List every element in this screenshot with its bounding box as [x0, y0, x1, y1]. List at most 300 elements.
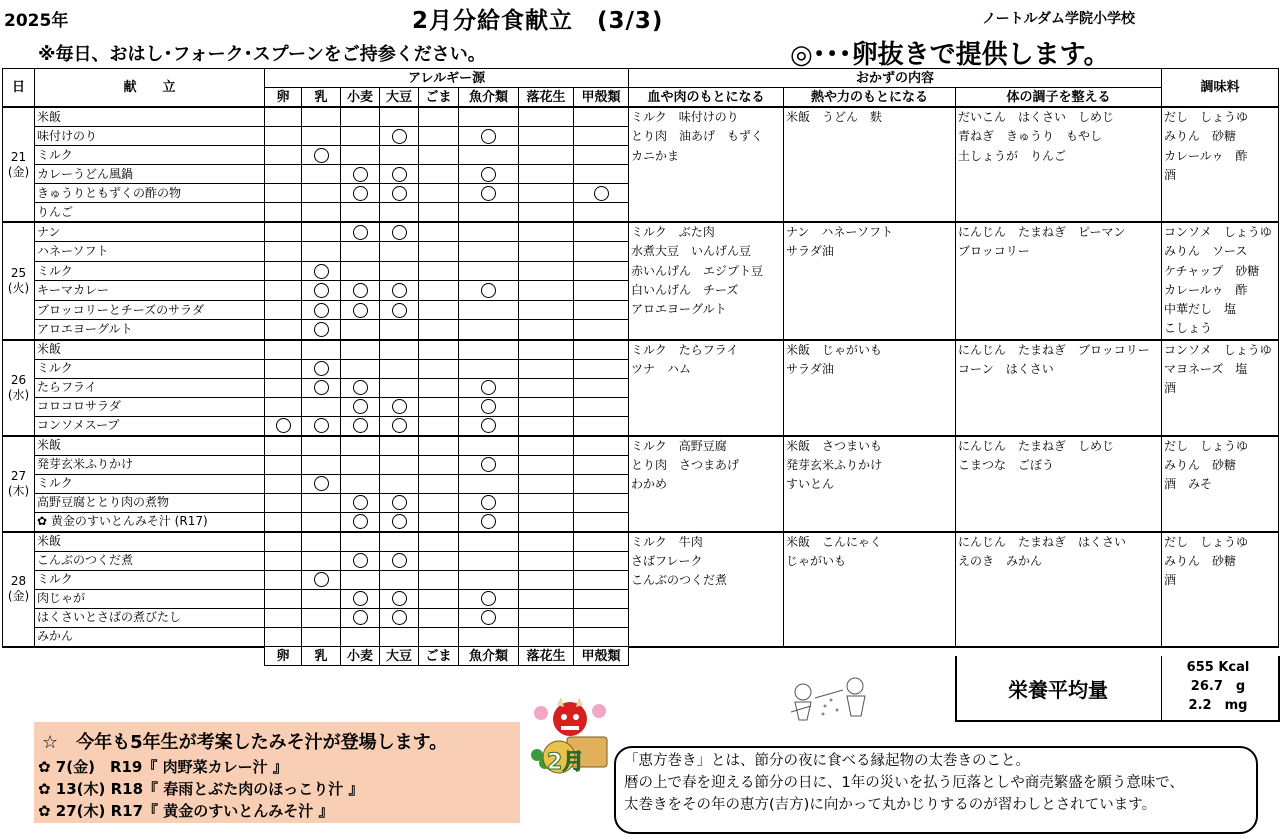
dish-name: はくさいとさばの煮びたし [35, 608, 265, 627]
allergen-cell [574, 551, 629, 570]
allergen-cell [519, 570, 574, 589]
allergen-footer: 甲殻類 [574, 647, 629, 666]
seasoning-ingredients: だし しょうゆ みりん 砂糖 酒 みそ [1162, 436, 1279, 532]
allergen-cell [574, 474, 629, 493]
allergen-cell [341, 397, 380, 416]
allergen-cell [519, 107, 574, 127]
allergen-mark-icon [353, 225, 368, 240]
red-ingredients: ミルク ぶた肉 水煮大豆 いんげん豆 赤いんげん エジプト豆 白いんげん チーズ アロエヨーグルト [629, 222, 784, 340]
allergen-cell [419, 242, 459, 261]
allergen-cell [419, 416, 459, 436]
allergen-cell [265, 127, 302, 146]
allergen-cell [380, 378, 419, 397]
allergen-cell [574, 320, 629, 340]
allergen-cell [302, 436, 341, 456]
seasoning-ingredients: コンソメ しょうゆ みりん ソース ケチャップ 砂糖 カレールゥ 酢 中華だし 塩 こしょう [1162, 222, 1279, 340]
allergen-mark-icon [392, 129, 407, 144]
allergen-mark-icon [481, 167, 496, 182]
allergen-mark-icon [392, 186, 407, 201]
allergen-cell [574, 340, 629, 360]
allergen-cell [265, 551, 302, 570]
dish-name: 米飯 [35, 340, 265, 360]
miso-note-heading: ☆ 今年も5年生が考案したみそ汁が登場します。 [42, 732, 448, 753]
dish-name: ミルク [35, 359, 265, 378]
allergen-cell [265, 474, 302, 493]
allergen-cell [519, 436, 574, 456]
allergen-mark-icon [481, 495, 496, 510]
allergen-cell [459, 551, 519, 570]
header-menu: 献 立 [35, 69, 265, 108]
allergen-cell [419, 436, 459, 456]
allergen-mark-icon [276, 418, 291, 433]
allergen-cell [380, 127, 419, 146]
dish-name: 肉じゃが [35, 589, 265, 608]
allergen-cell [380, 551, 419, 570]
allergen-cell [341, 378, 380, 397]
allergen-mark-icon [481, 591, 496, 606]
allergen-cell [302, 455, 341, 474]
allergen-cell [302, 281, 341, 300]
allergen-mark-icon [481, 457, 496, 472]
green-ingredients: だいこん はくさい しめじ 青ねぎ きゅうり もやし 土しょうが りんご [956, 107, 1162, 222]
allergen-cell [519, 222, 574, 242]
allergen-cell [265, 608, 302, 627]
allergen-mark-icon [392, 283, 407, 298]
allergen-cell [459, 300, 519, 319]
green-ingredients: にんじん たまねぎ はくさい えのき みかん [956, 532, 1162, 647]
allergen-cell [265, 570, 302, 589]
allergen-cell [419, 532, 459, 552]
allergen-cell [265, 222, 302, 242]
allergen-mark-icon [481, 399, 496, 414]
allergen-mark-icon [314, 572, 329, 587]
table-row [3, 532, 1279, 552]
allergen-cell [341, 300, 380, 319]
allergen-cell [419, 551, 459, 570]
allergen-mark-icon [353, 591, 368, 606]
allergen-footer: 小麦 [341, 647, 380, 666]
allergen-mark-icon [481, 186, 496, 201]
allergen-cell [380, 281, 419, 300]
allergen-cell [519, 146, 574, 165]
dish-name: コンソメスープ [35, 416, 265, 436]
allergen-cell [302, 627, 341, 647]
ehoumaki-note [614, 746, 1258, 834]
allergen-mark-icon [353, 186, 368, 201]
allergen-cell [265, 281, 302, 300]
nutrition-label: 栄養平均量 [955, 656, 1162, 720]
allergen-cell [302, 222, 341, 242]
allergen-cell [519, 455, 574, 474]
allergen-cell [302, 340, 341, 360]
ehoumaki-line: 太巻きをその年の恵方(吉方)に向かって丸かじりするのが習わしとされています。 [624, 797, 1157, 813]
allergen-cell [519, 184, 574, 203]
allergen-cell [380, 203, 419, 223]
allergen-cell [419, 222, 459, 242]
day-cell: 27 (木) [3, 436, 35, 532]
allergen-cell [265, 261, 302, 280]
red-ingredients: ミルク 味付けのり とり肉 油あげ もずく カニかま [629, 107, 784, 222]
allergen-cell [459, 320, 519, 340]
allergen-cell [302, 378, 341, 397]
allergen-mark-icon [392, 553, 407, 568]
allergen-cell [265, 378, 302, 397]
allergen-cell [574, 127, 629, 146]
allergen-cell [459, 627, 519, 647]
allergen-cell [341, 242, 380, 261]
allergen-cell [380, 107, 419, 127]
nutrition-values [1163, 658, 1273, 715]
allergen-cell [265, 165, 302, 184]
allergen-cell [302, 320, 341, 340]
allergen-cell [519, 627, 574, 647]
day-cell: 21 (金) [3, 107, 35, 222]
allergen-cell [519, 474, 574, 493]
dish-name: みかん [35, 627, 265, 647]
allergen-mark-icon [314, 264, 329, 279]
allergen-cell [380, 320, 419, 340]
allergen-cell [380, 242, 419, 261]
allergen-cell [459, 455, 519, 474]
table-row [3, 107, 1279, 127]
allergen-cell [519, 320, 574, 340]
allergen-cell [265, 512, 302, 532]
table-row [3, 222, 1279, 242]
allergen-cell [380, 532, 419, 552]
dish-name: カレーうどん風鍋 [35, 165, 265, 184]
red-ingredients: ミルク 高野豆腐 とり肉 さつまあげ わかめ [629, 436, 784, 532]
table-row [3, 340, 1279, 360]
allergen-cell [574, 300, 629, 319]
allergen-cell [459, 436, 519, 456]
allergen-cell [341, 359, 380, 378]
allergen-cell [341, 340, 380, 360]
allergen-cell [419, 359, 459, 378]
yellow-ingredients: 米飯 さつまいも 発芽玄米ふりかけ すいとん [784, 436, 956, 532]
allergen-cell [265, 242, 302, 261]
dish-name: こんぶのつくだ煮 [35, 551, 265, 570]
allergen-mark-icon [481, 283, 496, 298]
allergen-footer: ごま [419, 647, 459, 666]
allergen-cell [574, 416, 629, 436]
header-green: 体の調子を整える [956, 88, 1162, 108]
miso-note-item: ✿ 27(木) R17『 黄金のすいとんみそ汁 』 [38, 802, 334, 820]
allergen-cell [341, 203, 380, 223]
allergen-cell [519, 397, 574, 416]
allergen-cell [302, 300, 341, 319]
allergen-mark-icon [353, 495, 368, 510]
allergen-mark-icon [314, 476, 329, 491]
allergen-mark-icon [314, 361, 329, 376]
allergen-cell [341, 589, 380, 608]
allergen-cell [574, 107, 629, 127]
red-ingredients: ミルク たらフライ ツナ ハム [629, 340, 784, 436]
allergen-cell [419, 397, 459, 416]
allergen-cell [380, 570, 419, 589]
allergen-cell [519, 300, 574, 319]
allergen-mark-icon [481, 380, 496, 395]
allergen-cell [459, 493, 519, 512]
allergen-cell [519, 165, 574, 184]
allergen-cell [302, 203, 341, 223]
allergen-header: 落花生 [519, 88, 574, 108]
allergen-cell [265, 359, 302, 378]
allergen-cell [459, 532, 519, 552]
allergen-cell [574, 184, 629, 203]
kids-icon [785, 676, 881, 726]
table-row [3, 436, 1279, 456]
allergen-cell [459, 184, 519, 203]
allergen-mark-icon [481, 418, 496, 433]
allergen-cell [459, 474, 519, 493]
allergen-cell [265, 455, 302, 474]
allergen-cell [380, 146, 419, 165]
allergen-cell [380, 340, 419, 360]
allergen-cell [265, 436, 302, 456]
nutrition-kcal: 655 Kcal [1186, 660, 1250, 675]
allergen-cell [341, 320, 380, 340]
allergen-cell [459, 512, 519, 532]
allergen-header: 乳 [302, 88, 341, 108]
allergen-cell [419, 127, 459, 146]
allergen-cell [519, 281, 574, 300]
green-ingredients: にんじん たまねぎ ブロッコリー コーン はくさい [956, 340, 1162, 436]
allergen-cell [419, 261, 459, 280]
allergen-header: 魚介類 [459, 88, 519, 108]
month-badge: 2月 [547, 750, 585, 775]
allergen-cell [459, 165, 519, 184]
allergen-cell [574, 378, 629, 397]
nutrition-salt: 2.2 mg [1188, 698, 1248, 713]
allergen-cell [265, 300, 302, 319]
allergen-cell [519, 378, 574, 397]
allergen-mark-icon [392, 303, 407, 318]
allergen-cell [419, 320, 459, 340]
yellow-ingredients: 米飯 じゃがいも サラダ油 [784, 340, 956, 436]
allergen-cell [265, 320, 302, 340]
seasoning-ingredients: だし しょうゆ みりん 砂糖 酒 [1162, 532, 1279, 647]
allergen-cell [419, 512, 459, 532]
allergen-footer: 魚介類 [459, 647, 519, 666]
allergen-mark-icon [392, 514, 407, 529]
allergen-mark-icon [314, 303, 329, 318]
allergen-cell [419, 474, 459, 493]
allergen-cell [380, 416, 419, 436]
allergen-mark-icon [314, 283, 329, 298]
allergen-mark-icon [392, 167, 407, 182]
allergen-cell [574, 203, 629, 223]
allergen-cell [574, 570, 629, 589]
allergen-cell [380, 627, 419, 647]
nutrition-protein: 26.7 g [1190, 679, 1246, 694]
seasoning-ingredients: コンソメ しょうゆ マヨネーズ 塩 酒 [1162, 340, 1279, 436]
ehoumaki-line: 暦の上で春を迎える節分の日に、1年の災いを払う厄落としや商売繁盛を願う意味で、 [624, 775, 1184, 791]
allergen-cell [302, 359, 341, 378]
allergen-cell [341, 222, 380, 242]
allergen-cell [265, 107, 302, 127]
allergen-cell [265, 203, 302, 223]
allergen-cell [380, 397, 419, 416]
seasoning-ingredients: だし しょうゆ みりん 砂糖 カレールゥ 酢 酒 [1162, 107, 1279, 222]
allergen-cell [459, 589, 519, 608]
allergen-mark-icon [353, 610, 368, 625]
allergen-cell [459, 340, 519, 360]
allergen-mark-icon [314, 418, 329, 433]
allergen-cell [419, 608, 459, 627]
header-ingredients-group: おかずの内容 [629, 69, 1162, 88]
menu-table [2, 68, 1279, 666]
dish-name: きゅうりともずくの酢の物 [35, 184, 265, 203]
allergen-cell [459, 378, 519, 397]
allergen-cell [341, 261, 380, 280]
allergen-cell [419, 184, 459, 203]
school-name: ノートルダム学院小学校 [982, 11, 1136, 27]
allergen-header: 卵 [265, 88, 302, 108]
dish-name: 米飯 [35, 532, 265, 552]
day-cell: 25 (火) [3, 222, 35, 340]
allergen-cell [265, 589, 302, 608]
allergen-cell [302, 570, 341, 589]
allergen-cell [419, 146, 459, 165]
allergen-mark-icon [353, 399, 368, 414]
allergen-mark-icon [314, 380, 329, 395]
allergen-cell [459, 359, 519, 378]
allergen-cell [380, 359, 419, 378]
miso-note-item: ✿ 7(金) R19『 肉野菜カレー汁 』 [38, 758, 288, 776]
allergen-cell [519, 359, 574, 378]
allergen-cell [574, 493, 629, 512]
allergen-cell [419, 378, 459, 397]
allergen-cell [574, 359, 629, 378]
allergen-cell [459, 416, 519, 436]
allergen-cell [574, 532, 629, 552]
allergen-cell [302, 608, 341, 627]
allergen-cell [380, 474, 419, 493]
egg-free-note: ◎･･･卵抜きで提供します。 [790, 40, 1110, 70]
allergen-footer: 卵 [265, 647, 302, 666]
allergen-mark-icon [314, 148, 329, 163]
allergen-mark-icon [353, 380, 368, 395]
green-ingredients: にんじん たまねぎ ピーマン ブロッコリー [956, 222, 1162, 340]
allergen-cell [574, 512, 629, 532]
yellow-ingredients: 米飯 こんにゃく じゃがいも [784, 532, 956, 647]
allergen-cell [419, 627, 459, 647]
allergen-cell [302, 146, 341, 165]
allergen-header: 甲殻類 [574, 88, 629, 108]
allergen-mark-icon [353, 167, 368, 182]
dish-name: ナン [35, 222, 265, 242]
allergen-cell [574, 397, 629, 416]
allergen-mark-icon [353, 553, 368, 568]
header-yellow: 熱や力のもとになる [784, 88, 956, 108]
dish-name: ミルク [35, 570, 265, 589]
allergen-cell [380, 261, 419, 280]
allergen-cell [519, 493, 574, 512]
allergen-cell [419, 570, 459, 589]
header-seasoning: 調味料 [1162, 69, 1279, 108]
allergen-mark-icon [392, 225, 407, 240]
allergen-cell [519, 127, 574, 146]
dish-name: アロエヨーグルト [35, 320, 265, 340]
allergen-cell [574, 222, 629, 242]
allergen-cell [419, 107, 459, 127]
allergen-cell [459, 397, 519, 416]
allergen-mark-icon [353, 514, 368, 529]
allergen-cell [265, 184, 302, 203]
allergen-cell [519, 512, 574, 532]
allergen-cell [302, 242, 341, 261]
allergen-cell [265, 493, 302, 512]
kids-throwing-beans-illustration [785, 676, 881, 726]
allergen-cell [419, 493, 459, 512]
dish-name: ハネーソフト [35, 242, 265, 261]
allergen-cell [419, 300, 459, 319]
allergen-cell [574, 242, 629, 261]
allergen-cell [302, 493, 341, 512]
allergen-cell [380, 493, 419, 512]
allergen-cell [265, 627, 302, 647]
allergen-mark-icon [392, 495, 407, 510]
allergen-cell [341, 532, 380, 552]
allergen-cell [574, 281, 629, 300]
allergen-mark-icon [392, 610, 407, 625]
allergen-cell [341, 474, 380, 493]
allergen-cell [574, 627, 629, 647]
utensil-note: ※毎日、おはし･フォーク･スプーンをご持参ください。 [38, 44, 486, 65]
allergen-header: 大豆 [380, 88, 419, 108]
allergen-cell [380, 608, 419, 627]
allergen-cell [380, 512, 419, 532]
allergen-mark-icon [392, 591, 407, 606]
allergen-cell [519, 589, 574, 608]
allergen-cell [341, 127, 380, 146]
allergen-cell [265, 416, 302, 436]
miso-soup-note [34, 722, 520, 823]
allergen-mark-icon [353, 303, 368, 318]
allergen-cell [341, 608, 380, 627]
allergen-cell [302, 107, 341, 127]
allergen-cell [341, 551, 380, 570]
allergen-cell [459, 107, 519, 127]
dish-name: コロコロサラダ [35, 397, 265, 416]
allergen-cell [459, 608, 519, 627]
yellow-ingredients: 米飯 うどん 麩 [784, 107, 956, 222]
allergen-cell [302, 397, 341, 416]
allergen-cell [341, 281, 380, 300]
allergen-header: 小麦 [341, 88, 380, 108]
red-ingredients: ミルク 牛肉 さばフレーク こんぶのつくだ煮 [629, 532, 784, 647]
allergen-cell [341, 416, 380, 436]
allergen-cell [574, 261, 629, 280]
allergen-cell [302, 261, 341, 280]
allergen-cell [302, 416, 341, 436]
allergen-mark-icon [594, 186, 609, 201]
allergen-cell [341, 455, 380, 474]
allergen-cell [341, 107, 380, 127]
allergen-cell [265, 340, 302, 360]
allergen-cell [302, 512, 341, 532]
allergen-cell [341, 627, 380, 647]
dish-name: ✿ 黄金のすいとんみそ汁 (R17) [35, 512, 265, 532]
allergen-cell [341, 512, 380, 532]
allergen-mark-icon [481, 610, 496, 625]
allergen-cell [302, 589, 341, 608]
allergen-header: ごま [419, 88, 459, 108]
allergen-cell [459, 261, 519, 280]
allergen-cell [459, 127, 519, 146]
dish-name: 高野豆腐ととり肉の煮物 [35, 493, 265, 512]
allergen-cell [519, 532, 574, 552]
